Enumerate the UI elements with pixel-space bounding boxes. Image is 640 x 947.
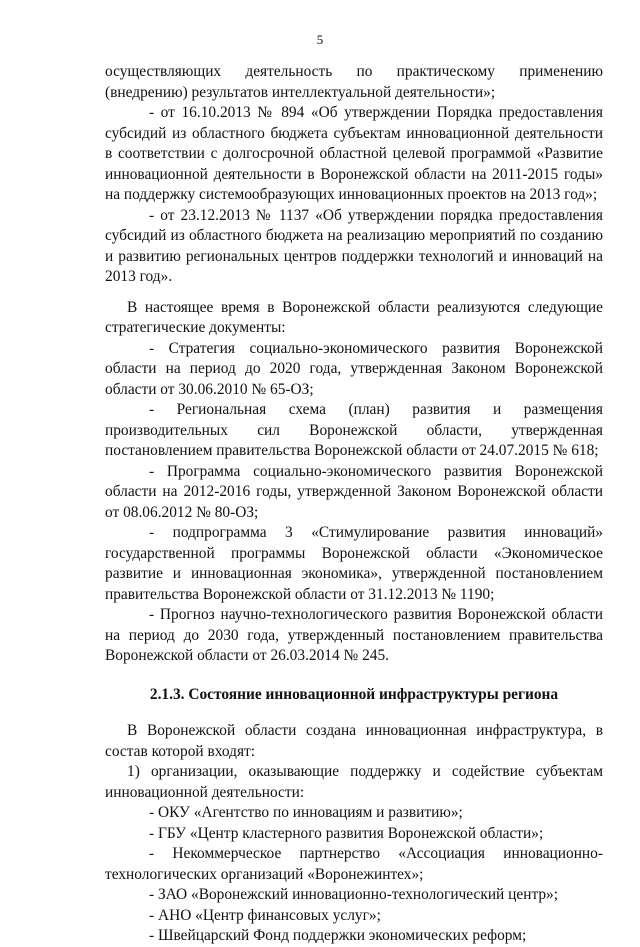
list-item-ano: - АНО «Центр финансовых услуг»;: [149, 906, 381, 924]
paragraph-infrastructure-intro: В Воронежской области создана инновационная инфраструктура, в состав которой входят:: [105, 722, 603, 760]
paragraph-program-2012-2016: - Программа социально-экономического развития Воронежской области на 2012-2016 годы, утвержденной Законом Воронежской области от 08.06.2012 № 80-ОЗ;: [105, 462, 603, 521]
paragraph-support-organizations: 1) организации, оказывающие поддержку и содействие субъектам инновационной деятельности:: [105, 763, 603, 801]
section-heading: 2.1.3. Состояние инновационной инфраструктуры региона: [149, 685, 559, 703]
list-item-zao: - ЗАО «Воронежский инновационно-технологический центр»;: [149, 886, 559, 903]
paragraph-forecast-2030: - Прогноз научно-технологического развития Воронежской области на период до 2030 года, утвержденный постановлением правительства Воронежской области от 26.03.2014 № 245.: [105, 606, 603, 664]
page-content: [105, 62, 603, 947]
list-item-swiss-fund: - Швейцарский Фонд поддержки экономических реформ;: [149, 927, 527, 944]
paragraph-strategy-2020: - Стратегия социально-экономического развития Воронежской области на период до 2020 года, утвержденная Законом Воронежской области от 30.06.2010 № 65-ОЗ;: [105, 339, 603, 398]
list-item-partnership: - Некоммерческое партнерство «Ассоциация инновационно-технологических организаций «Воронежинтех»;: [105, 845, 603, 883]
paragraph-subprogram-3: - подпрограмма 3 «Стимулирование развития инноваций» государственной программы Воронежской области «Экономическое развитие и инновационная экономика», утвержденной постановлением правительства Воронежской области от 31.12.2013 № 1190;: [105, 524, 603, 603]
list-item-oku: - ОКУ «Агентство по инновациям и развитию»;: [149, 804, 463, 821]
paragraph-decree-1137: - от 23.12.2013 № 1137 «Об утверждении порядка предоставления субсидий из областного бюджета на реализацию мероприятий по созданию и развитию региональных центров поддержки технологий и инноваций на 2013 год».: [105, 206, 603, 285]
paragraph-regional-scheme: - Региональная схема (план) развития и размещения производительных сил Воронежской области, утвержденная постановлением правительства Воронежской области от 24.07.2015 № 618;: [105, 401, 603, 459]
paragraph-decree-894: - от 16.10.2013 № 894 «Об утверждении Порядка предоставления субсидий из областного бюджета субъектам инновационной деятельности в соответствии с долгосрочной областной целевой программой «Развитие инновационной деятельности в Воронежской области на 2011-2015 годы» на поддержку системообразующих инновационных проектов на 2013 год»;: [105, 104, 603, 203]
page-number: 5: [316, 32, 324, 47]
paragraph-continuation: осуществляющих деятельность по практическому применению (внедрению) результатов интеллектуальной деятельности»;: [105, 63, 603, 101]
list-item-gbu: - ГБУ «Центр кластерного развития Воронежской области»;: [149, 824, 544, 842]
paragraph-strategic-docs-intro: В настоящее время в Воронежской области реализуются следующие стратегические документы:: [105, 298, 603, 336]
